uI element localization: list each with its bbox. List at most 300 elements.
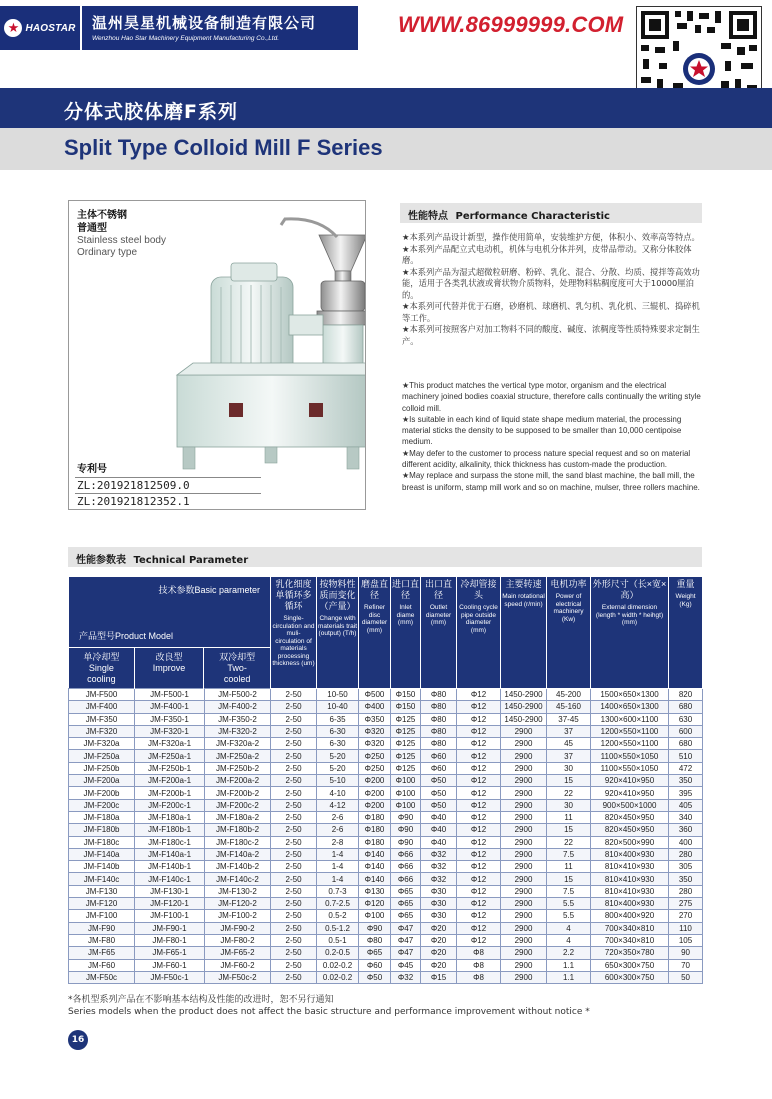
table-cell: 2-50 [271,689,317,701]
table-cell: 0.5-1 [317,934,359,946]
company-name-en: Wenzhou Hao Star Machinery Equipment Manufacturing Co.,Ltd. [92,35,280,42]
website-link[interactable]: WWW.86999999.COM [398,12,624,37]
table-cell: 600×300×750 [591,971,669,983]
performance-en-item: ★May replace and surpass the stone mill, the sand blast machine, the ball mill, the breast is uniform, stamp mill work and so on machine, mulser, three rollers machine. [402,471,700,492]
table-cell: Φ400 [359,701,391,713]
table-cell: Φ12 [457,750,501,762]
performance-text-cn [402,232,702,347]
table-cell: 2900 [501,836,547,848]
table-cell: JM-F90-1 [135,922,205,934]
table-cell: 2900 [501,738,547,750]
table-cell: Φ12 [457,701,501,713]
company-name-cn: 温州昊星机械设备制造有限公司 [92,14,317,32]
page-title-en: Split Type Colloid Mill F Series [64,135,383,160]
table-cell: Φ12 [457,787,501,799]
table-cell: JM-F200a [69,775,135,787]
table-cell: 2-6 [317,811,359,823]
spec-table-body [69,689,703,984]
table-cell: 45 [547,738,591,750]
table-cell: 920×410×950 [591,775,669,787]
table-cell: JM-F200a-2 [205,775,271,787]
table-cell: Φ12 [457,934,501,946]
table-cell: Φ100 [359,910,391,922]
table-cell: JM-F200b-1 [135,787,205,799]
patent-number: ZL:201921812352.1 [75,493,261,509]
table-cell: JM-F320a-1 [135,738,205,750]
table-cell: Φ32 [391,971,421,983]
table-cell: JM-F320a-2 [205,738,271,750]
table-row [69,873,703,885]
table-cell: Φ12 [457,811,501,823]
table-cell: 90 [669,947,703,959]
table-cell: JM-F100 [69,910,135,922]
table-cell: Φ250 [359,750,391,762]
product-label-en-2: Ordinary type [77,247,138,258]
patent-number: ZL:201921812509.0 [75,477,261,493]
table-row [69,787,703,799]
table-cell: 5-10 [317,775,359,787]
table-cell: Φ125 [391,713,421,725]
table-cell: 2900 [501,725,547,737]
page-number: 16 [68,1030,88,1050]
table-cell: 680 [669,738,703,750]
table-cell: 1300×600×1100 [591,713,669,725]
table-cell: 395 [669,787,703,799]
table-cell: 0.7-3 [317,885,359,897]
table-cell: Φ65 [391,885,421,897]
table-cell: 270 [669,910,703,922]
table-cell: Φ30 [421,898,457,910]
table-cell: JM-F250b-1 [135,762,205,774]
table-cell: JM-F140a-2 [205,848,271,860]
table-cell: 5-20 [317,750,359,762]
table-cell: 2-50 [271,725,317,737]
table-cell: 5.5 [547,898,591,910]
table-cell: JM-F65 [69,947,135,959]
table-cell: 630 [669,713,703,725]
table-cell: JM-F400-2 [205,701,271,713]
basic-parameter-label: 技术参数Basic parameter [158,585,261,595]
col-header: 按物料性质而变化（产量） Change with materials trait (output) (T/h) [317,577,359,689]
table-cell: 650×300×750 [591,959,669,971]
table-cell: 2-50 [271,824,317,836]
table-cell: JM-F60-2 [205,959,271,971]
table-cell: JM-F180c-1 [135,836,205,848]
table-row [69,701,703,713]
table-cell: Φ140 [359,873,391,885]
table-cell: Φ80 [421,689,457,701]
table-cell: Φ8 [457,947,501,959]
table-cell: 22 [547,836,591,848]
table-row [69,775,703,787]
table-cell: JM-F200b-2 [205,787,271,799]
performance-header [400,203,702,223]
table-cell: 105 [669,934,703,946]
table-cell: 2-50 [271,922,317,934]
table-cell: JM-F180c [69,836,135,848]
table-cell: 820×450×950 [591,811,669,823]
single-cooling-header-en2: cooling [87,674,116,684]
table-cell: 2-50 [271,762,317,774]
table-cell: Φ120 [359,898,391,910]
table-cell: 720×350×780 [591,947,669,959]
table-cell: 810×410×930 [591,873,669,885]
table-row [69,811,703,823]
table-cell: 15 [547,775,591,787]
table-cell: 0.02-0.2 [317,971,359,983]
table-cell: Φ80 [421,701,457,713]
table-cell: JM-F320 [69,725,135,737]
table-cell: 350 [669,873,703,885]
table-row [69,689,703,701]
table-cell: JM-F65-2 [205,947,271,959]
table-cell: 2-50 [271,701,317,713]
table-cell: 22 [547,787,591,799]
company-logo [0,6,80,50]
table-cell: Φ320 [359,738,391,750]
table-cell: 0.02-0.2 [317,959,359,971]
table-cell: Φ140 [359,861,391,873]
table-cell: 340 [669,811,703,823]
table-cell: 2.2 [547,947,591,959]
model-type-subheaders [69,647,270,689]
table-cell: JM-F140b-1 [135,861,205,873]
table-cell: JM-F80-2 [205,934,271,946]
page-title-cn: 分体式胶体磨F系列 [64,101,238,123]
table-cell: 810×400×930 [591,848,669,860]
table-cell: 2900 [501,787,547,799]
table-cell: 2-50 [271,738,317,750]
table-cell: JM-F80-1 [135,934,205,946]
table-cell: Φ47 [391,947,421,959]
col-header: 外形尺寸（长×宽×高） External dimension (length * width * heihgt) (mm) [591,577,669,689]
table-cell: JM-F120 [69,898,135,910]
table-cell: JM-F180a-2 [205,811,271,823]
table-cell: JM-F140a-1 [135,848,205,860]
performance-text-en [402,380,702,493]
table-cell: JM-F90-2 [205,922,271,934]
table-cell: 2-50 [271,713,317,725]
table-cell: Φ180 [359,836,391,848]
table-cell: Φ60 [421,750,457,762]
colloid-mill-image [169,207,366,477]
table-cell: Φ65 [391,898,421,910]
table-cell: Φ15 [421,971,457,983]
table-cell: 2900 [501,848,547,860]
table-cell: 4 [547,922,591,934]
performance-cn-item: ★本系列产品为湿式超微粒研磨、粉碎、乳化、混合、分散、均质、搅拌等高效功能，适用于各类乳状液或膏状物介质物料，处理物料粘稠度度可大于10000厘泊的。 [402,266,700,300]
performance-en-item: ★Is suitable in each kind of liquid state shape medium material, the processing material sticks the density to be supposed to be smaller than 10,000 centipoise medium. [402,414,682,447]
table-cell: 1500×650×1300 [591,689,669,701]
table-cell: Φ20 [421,922,457,934]
table-cell: 2-50 [271,799,317,811]
table-cell: 5-20 [317,762,359,774]
product-label [77,209,166,259]
table-cell: JM-F400-1 [135,701,205,713]
table-cell: 1200×550×1100 [591,725,669,737]
spec-table [68,576,703,984]
table-cell: 700×340×810 [591,922,669,934]
table-cell: JM-F250b-2 [205,762,271,774]
table-cell: JM-F50c [69,971,135,983]
table-cell: 2-50 [271,959,317,971]
table-cell: 4 [547,934,591,946]
table-cell: 15 [547,824,591,836]
table-cell: Φ100 [391,799,421,811]
table-cell: 110 [669,922,703,934]
col-header: 主要转速 Main rotational speed (r/min) [501,577,547,689]
table-cell: JM-F320a [69,738,135,750]
table-cell: Φ150 [391,701,421,713]
footnote-en: Series models when the product does not affect the basic structure and performance improvement without notice * [68,1007,590,1017]
logo-text: HAOSTAR [25,22,76,34]
table-row [69,959,703,971]
table-cell: JM-F400 [69,701,135,713]
table-cell: JM-F60 [69,959,135,971]
table-cell: Φ40 [421,824,457,836]
table-row [69,824,703,836]
table-row [69,848,703,860]
table-cell: Φ125 [391,725,421,737]
table-cell: 1400×650×1300 [591,701,669,713]
table-cell: 2-50 [271,873,317,885]
table-cell: JM-F60-1 [135,959,205,971]
table-cell: Φ8 [457,959,501,971]
table-cell: 4-10 [317,787,359,799]
table-cell: 2-50 [271,934,317,946]
table-row [69,836,703,848]
table-cell: JM-F140c [69,873,135,885]
two-cooled-header-cn: 双冷却型 [219,652,256,662]
technical-parameter-header [68,547,702,567]
table-cell: 2-50 [271,861,317,873]
table-cell: 45-200 [547,689,591,701]
table-cell: JM-F200b [69,787,135,799]
table-row [69,922,703,934]
single-cooling-header [69,648,135,689]
table-cell: JM-F130-1 [135,885,205,897]
table-cell: JM-F350-2 [205,713,271,725]
star-icon: ★ [4,19,22,37]
product-label-en-1: Stainless steel body [77,235,166,246]
table-cell: Φ12 [457,824,501,836]
table-cell: Φ47 [391,922,421,934]
table-cell: 1.1 [547,971,591,983]
table-cell: Φ40 [421,836,457,848]
table-cell: 820 [669,689,703,701]
table-cell: 1-4 [317,848,359,860]
table-cell: Φ500 [359,689,391,701]
table-cell: 2-50 [271,885,317,897]
table-cell: 600 [669,725,703,737]
table-cell: Φ12 [457,848,501,860]
table-cell: JM-F100-1 [135,910,205,922]
table-row [69,947,703,959]
col-header: 冷却管接头 Cooling cycle pipe outside diameter (mm) [457,577,501,689]
table-cell: 37 [547,750,591,762]
table-cell: 0.5-1.2 [317,922,359,934]
table-cell: 1100×550×1050 [591,750,669,762]
table-cell: 2900 [501,775,547,787]
table-cell: JM-F90 [69,922,135,934]
table-cell: Φ12 [457,713,501,725]
table-cell: 0.2-0.5 [317,947,359,959]
table-cell: Φ50 [421,799,457,811]
table-cell: 30 [547,762,591,774]
table-cell: JM-F140b-2 [205,861,271,873]
table-cell: JM-F120-1 [135,898,205,910]
table-cell: Φ150 [391,689,421,701]
table-cell: 4-12 [317,799,359,811]
table-cell: Φ80 [421,738,457,750]
table-cell: 0.7-2.5 [317,898,359,910]
table-cell: 6-30 [317,725,359,737]
table-cell: 0.5-2 [317,910,359,922]
table-cell: Φ125 [391,750,421,762]
col-header: 进口直径 Inlet diame (mm) [391,577,421,689]
table-cell: 700×340×810 [591,934,669,946]
table-cell: 50 [669,971,703,983]
table-cell: 2-50 [271,947,317,959]
table-cell: 11 [547,861,591,873]
table-cell: Φ80 [421,713,457,725]
table-cell: JM-F180b [69,824,135,836]
table-cell: JM-F250a-1 [135,750,205,762]
table-cell: Φ12 [457,885,501,897]
table-cell: Φ12 [457,738,501,750]
table-row [69,898,703,910]
table-cell: 280 [669,885,703,897]
table-cell: Φ12 [457,898,501,910]
table-cell: Φ200 [359,787,391,799]
table-cell: Φ12 [457,799,501,811]
col-header: 重量 Weight (Kg) [669,577,703,689]
table-cell: Φ20 [421,947,457,959]
performance-cn-item: ★本系列产品设计新型，操作使用简单，安装维护方便，体积小、效率高等特点。 [402,232,700,242]
table-cell: Φ12 [457,762,501,774]
table-cell: 305 [669,861,703,873]
table-cell: Φ32 [421,873,457,885]
two-cooled-header-en1: Two- [227,663,247,673]
table-cell: Φ200 [359,775,391,787]
two-cooled-header-en2: cooled [223,674,251,684]
product-label-cn-1: 主体不锈钢 [77,210,127,221]
single-cooling-header-en1: Single [88,663,114,673]
table-cell: 1-4 [317,861,359,873]
table-row [69,713,703,725]
product-label-cn-2: 普通型 [77,223,107,234]
table-cell: JM-F140c-2 [205,873,271,885]
table-cell: 2900 [501,959,547,971]
table-cell: Φ90 [391,836,421,848]
table-cell: 2-50 [271,787,317,799]
table-cell: 275 [669,898,703,910]
table-cell: 2-50 [271,750,317,762]
table-cell: 920×410×950 [591,787,669,799]
table-cell: 6-35 [317,713,359,725]
table-cell: Φ30 [421,885,457,897]
table-cell: Φ12 [457,873,501,885]
table-cell: 405 [669,799,703,811]
table-cell: Φ12 [457,725,501,737]
improve-header [135,648,205,689]
table-cell: 37-45 [547,713,591,725]
table-cell: JM-F500 [69,689,135,701]
table-cell: 1100×550×1050 [591,762,669,774]
table-cell: Φ66 [391,873,421,885]
performance-en-item: ★This product matches the vertical type motor, organism and the electrical machinery joined bodies coaxial structure, therefore calls continually the writing style colloid mill. [402,381,701,413]
table-cell: 2-50 [271,811,317,823]
table-cell: 2900 [501,885,547,897]
table-cell: JM-F50c-2 [205,971,271,983]
table-cell: 30 [547,799,591,811]
table-cell: 1200×550×1100 [591,738,669,750]
table-cell: 2900 [501,861,547,873]
table-cell: JM-F250a-2 [205,750,271,762]
performance-header-en: Performance Characteristic [455,211,610,222]
table-cell: JM-F350-1 [135,713,205,725]
company-name-box [82,6,358,50]
table-cell: Φ50 [421,787,457,799]
table-cell: Φ32 [421,848,457,860]
table-cell: 10-50 [317,689,359,701]
product-photo [68,200,366,510]
table-cell: Φ47 [391,934,421,946]
table-cell: 680 [669,701,703,713]
table-cell: 11 [547,811,591,823]
improve-header-cn: 改良型 [155,652,183,662]
table-cell: 2-6 [317,824,359,836]
table-cell: Φ320 [359,725,391,737]
table-cell: 2900 [501,811,547,823]
table-cell: Φ50 [421,775,457,787]
table-cell: 1450-2900 [501,689,547,701]
table-cell: Φ60 [421,762,457,774]
table-cell: 37 [547,725,591,737]
table-cell: JM-F180a-1 [135,811,205,823]
table-cell: Φ60 [359,959,391,971]
table-cell: Φ90 [391,811,421,823]
corner-header [69,577,271,689]
table-cell: JM-F140c-1 [135,873,205,885]
table-cell: 810×410×930 [591,885,669,897]
table-cell: JM-F180b-2 [205,824,271,836]
col-header: 磨盘直径 Refiner disc diameter (mm) [359,577,391,689]
table-cell: Φ12 [457,689,501,701]
table-cell: Φ12 [457,775,501,787]
table-cell: 2-50 [271,910,317,922]
table-cell: JM-F250a [69,750,135,762]
table-cell: JM-F180c-2 [205,836,271,848]
table-cell: 2900 [501,934,547,946]
table-cell: Φ50 [359,971,391,983]
table-cell: 2900 [501,947,547,959]
table-cell: 2-50 [271,836,317,848]
table-cell: 7.5 [547,848,591,860]
table-cell: Φ200 [359,799,391,811]
table-cell: JM-F200c-2 [205,799,271,811]
table-cell: Φ125 [391,762,421,774]
table-cell: Φ80 [359,934,391,946]
two-cooled-header [204,648,270,689]
table-cell: 1-4 [317,873,359,885]
table-cell: JM-F140b [69,861,135,873]
table-cell: 280 [669,848,703,860]
table-cell: 2-50 [271,971,317,983]
table-cell: JM-F500-2 [205,689,271,701]
table-row [69,934,703,946]
patent-title: 专利号 [77,464,107,475]
